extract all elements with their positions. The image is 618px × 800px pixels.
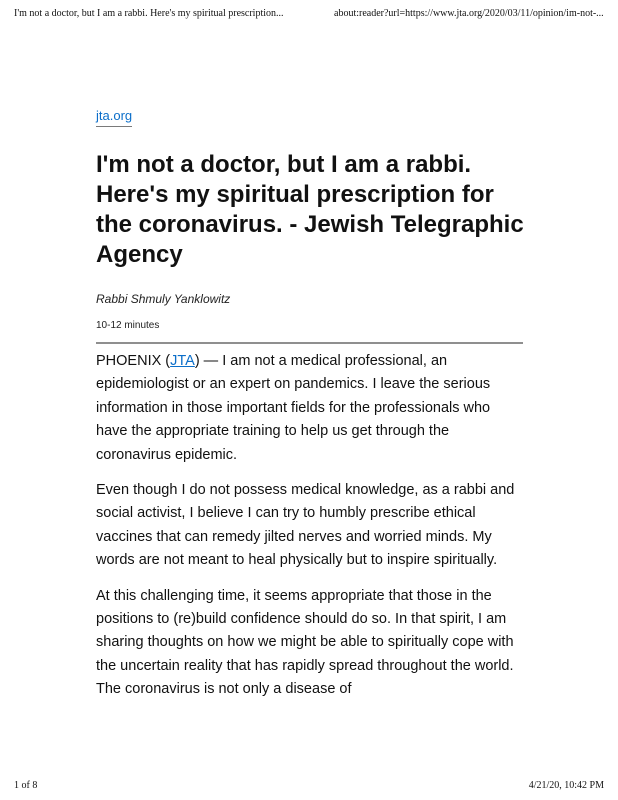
reading-time: 10-12 minutes bbox=[96, 320, 160, 331]
header-divider bbox=[96, 342, 523, 344]
print-header bbox=[14, 8, 604, 22]
page-count: 1 of 8 bbox=[14, 780, 38, 791]
article-byline: Rabbi Shmuly Yanklowitz bbox=[96, 292, 231, 306]
paragraph-suffix: ) — I am not a medical professional, an epidemiologist or an expert on pandemics. I leave the serious information in those important fields for the professionals who have the appropriate training to help us get through the coronavirus epidemic. bbox=[96, 353, 491, 463]
print-url: about:reader?url=https://www.jta.org/2020/03/11/opinion/im-not-... bbox=[334, 8, 604, 19]
print-page-title: I'm not a doctor, but I am a rabbi. Here's my spiritual prescription... bbox=[14, 8, 284, 19]
article-title: I'm not a doctor, but I am a rabbi. Here's my spiritual prescription for the coronavirus. - Jewish Telegraphic Agency bbox=[96, 151, 524, 268]
jta-link[interactable]: JTA bbox=[170, 353, 195, 369]
print-timestamp: 4/21/20, 10:42 PM bbox=[528, 780, 604, 791]
paragraph-prefix: PHOENIX ( bbox=[96, 353, 171, 369]
domain-link[interactable]: jta.org bbox=[96, 108, 132, 127]
article-content bbox=[96, 350, 523, 714]
print-footer bbox=[14, 780, 604, 794]
article-paragraph: Even though I do not possess medical knowledge, as a rabbi and social activist, I believe I can try to humbly prescribe ethical vaccines that can remedy jilted nerves and worried minds. My words are not meant to heal physically but to inspire spiritually. bbox=[96, 482, 515, 569]
article-paragraph bbox=[96, 350, 523, 467]
article-paragraph: At this challenging time, it seems appropriate that those in the positions to (re)build confidence should do so. In that spirit, I am sharing thoughts on how we might be able to spiritually cope with the uncertain reality that has rapidly spread throughout the world. The coronavirus is not only a disease of bbox=[96, 587, 514, 698]
